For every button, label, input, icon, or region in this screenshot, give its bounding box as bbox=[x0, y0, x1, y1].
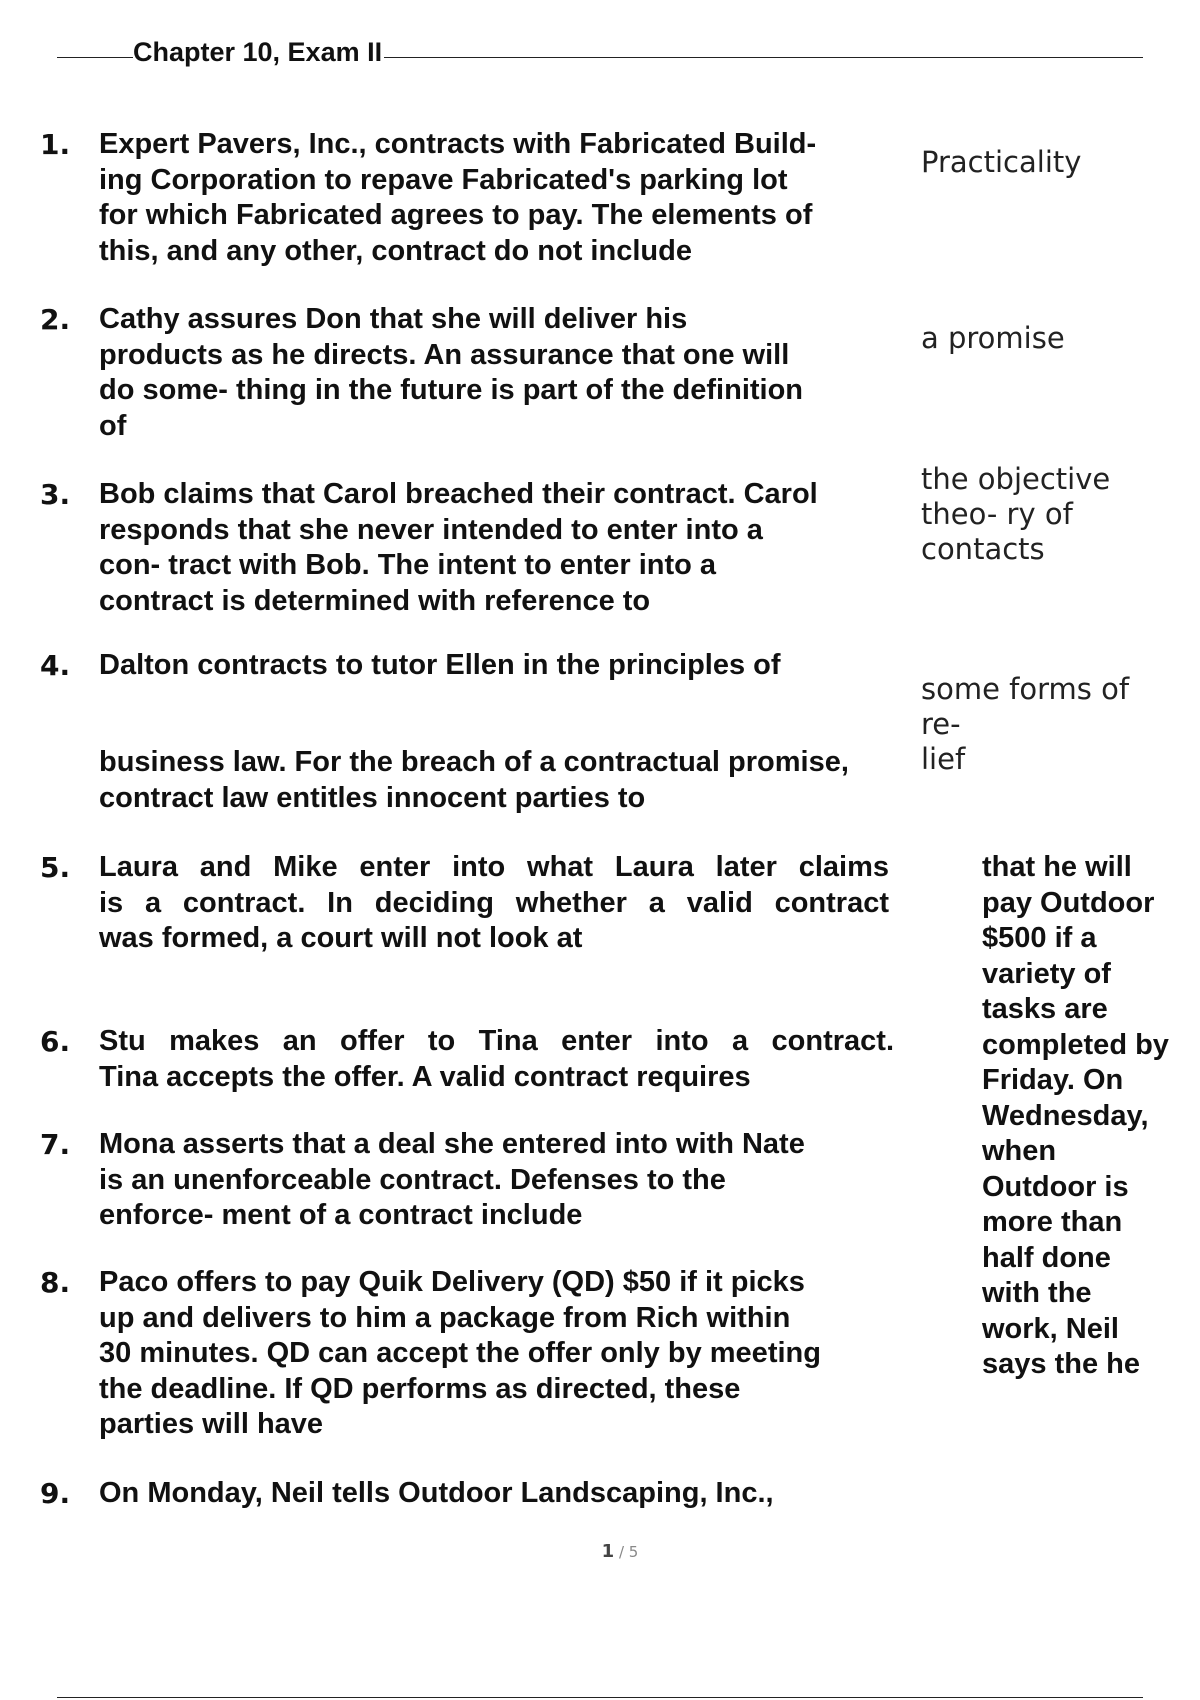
question-line: is a contract. In deciding whether a valid contract bbox=[99, 886, 889, 919]
answer-line: work, Neil bbox=[982, 1312, 1119, 1345]
question-line: con- tract with Bob. The intent to enter into a bbox=[99, 549, 717, 581]
answer-text bbox=[921, 672, 1129, 777]
question-text bbox=[99, 1127, 805, 1234]
answer-line: Practicality bbox=[921, 145, 1082, 179]
answer-line: lief bbox=[921, 742, 966, 776]
question-line: Dalton contracts to tutor Ellen in the principles of bbox=[99, 649, 781, 681]
answer-line: Outdoor is bbox=[982, 1170, 1129, 1203]
question-text bbox=[99, 850, 889, 957]
answer-line: half done bbox=[982, 1241, 1111, 1274]
question-number: 8. bbox=[40, 1266, 71, 1299]
question-line: enforce- ment of a contract include bbox=[99, 1199, 583, 1231]
answer-text bbox=[921, 145, 1081, 180]
question-number: 1. bbox=[40, 128, 71, 161]
answer-line: completed by bbox=[982, 1028, 1169, 1061]
question-text bbox=[99, 302, 803, 444]
answer-line: the objective bbox=[921, 462, 1111, 496]
question-line: Mona asserts that a deal she entered into with Nate bbox=[99, 1128, 805, 1160]
question-number: 4. bbox=[40, 649, 71, 682]
answer-text bbox=[921, 321, 1065, 356]
question-line: is an unenforceable contract. Defenses to the bbox=[99, 1163, 726, 1196]
total-pages: / 5 bbox=[614, 1543, 639, 1561]
footer-rule bbox=[57, 1697, 1143, 1698]
question-number: 5. bbox=[40, 851, 71, 884]
current-page: 1 bbox=[601, 1541, 615, 1562]
question-line: Expert Pavers, Inc., contracts with Fabricated Build- bbox=[99, 128, 817, 160]
question-line: of bbox=[99, 409, 127, 442]
question-text bbox=[99, 1024, 894, 1095]
question-line: contract law entitles innocent parties to bbox=[99, 781, 646, 814]
answer-text bbox=[921, 462, 1110, 567]
answer-line: Wednesday, bbox=[982, 1099, 1149, 1132]
question-line: 30 minutes. QD can accept the offer only by meeting bbox=[99, 1337, 821, 1369]
question-line: Bob claims that Carol breached their contract. Carol bbox=[99, 478, 818, 510]
answer-line: Friday. On bbox=[982, 1064, 1124, 1096]
question-line: Paco offers to pay Quik Delivery (QD) $50 if it picks bbox=[99, 1266, 805, 1298]
question-line: for which Fabricated agrees to pay. The elements of bbox=[99, 199, 813, 231]
page-title: Chapter 10, Exam II bbox=[133, 37, 383, 67]
question-number: 6. bbox=[40, 1025, 71, 1058]
question-line: parties will have bbox=[99, 1408, 324, 1440]
question-line: Cathy assures Don that she will deliver his bbox=[99, 303, 688, 335]
answer-line: re- bbox=[921, 707, 961, 741]
question-text bbox=[99, 1476, 774, 1512]
question-text bbox=[99, 477, 818, 619]
question-number: 9. bbox=[40, 1477, 71, 1510]
answer-line: $500 if a bbox=[982, 922, 1097, 954]
answer-line: says the he bbox=[982, 1348, 1140, 1380]
answer-line: pay Outdoor bbox=[982, 886, 1155, 919]
answer-line: when bbox=[982, 1135, 1057, 1167]
question-line: Laura and Mike enter into what Laura later claims bbox=[99, 851, 889, 883]
question-line: do some- thing in the future is part of the definition bbox=[99, 374, 804, 406]
answer-line: tasks are bbox=[982, 993, 1108, 1025]
question-line: Tina accepts the offer. A valid contract requires bbox=[99, 1060, 751, 1093]
question-line: On Monday, Neil tells Outdoor Landscaping, Inc., bbox=[99, 1477, 774, 1509]
answer-line: a promise bbox=[921, 321, 1065, 355]
question-line: ing Corporation to repave Fabricated's parking lot bbox=[99, 163, 788, 196]
question-line: was formed, a court will not look at bbox=[99, 922, 583, 954]
question-number: 3. bbox=[40, 478, 71, 511]
answer-text bbox=[982, 850, 1169, 1383]
question-text bbox=[99, 745, 849, 816]
answer-line: variety of bbox=[982, 957, 1111, 990]
question-text bbox=[99, 127, 816, 269]
answer-line: contacts bbox=[921, 532, 1045, 566]
question-line: products as he directs. An assurance that one will bbox=[99, 338, 790, 371]
question-line: business law. For the breach of a contractual promise, bbox=[99, 746, 849, 778]
answer-line: that he will bbox=[982, 851, 1132, 883]
question-line: up and delivers to him a package from Rich within bbox=[99, 1301, 791, 1334]
question-text bbox=[99, 1265, 821, 1443]
question-line: the deadline. If QD performs as directed, these bbox=[99, 1372, 741, 1405]
question-number: 7. bbox=[40, 1128, 71, 1161]
answer-line: more than bbox=[982, 1206, 1123, 1238]
question-text bbox=[99, 648, 781, 684]
question-number: 2. bbox=[40, 303, 71, 336]
question-line: this, and any other, contract do not include bbox=[99, 234, 692, 267]
question-line: contract is determined with reference to bbox=[99, 584, 651, 617]
question-line: responds that she never intended to enter into a bbox=[99, 513, 763, 546]
question-line: Stu makes an offer to Tina enter into a contract. bbox=[99, 1025, 894, 1057]
answer-line: some forms of bbox=[921, 672, 1130, 706]
answer-line: with the bbox=[982, 1277, 1092, 1309]
page-indicator bbox=[0, 1541, 1200, 1562]
answer-line: theo- ry of bbox=[921, 497, 1073, 531]
